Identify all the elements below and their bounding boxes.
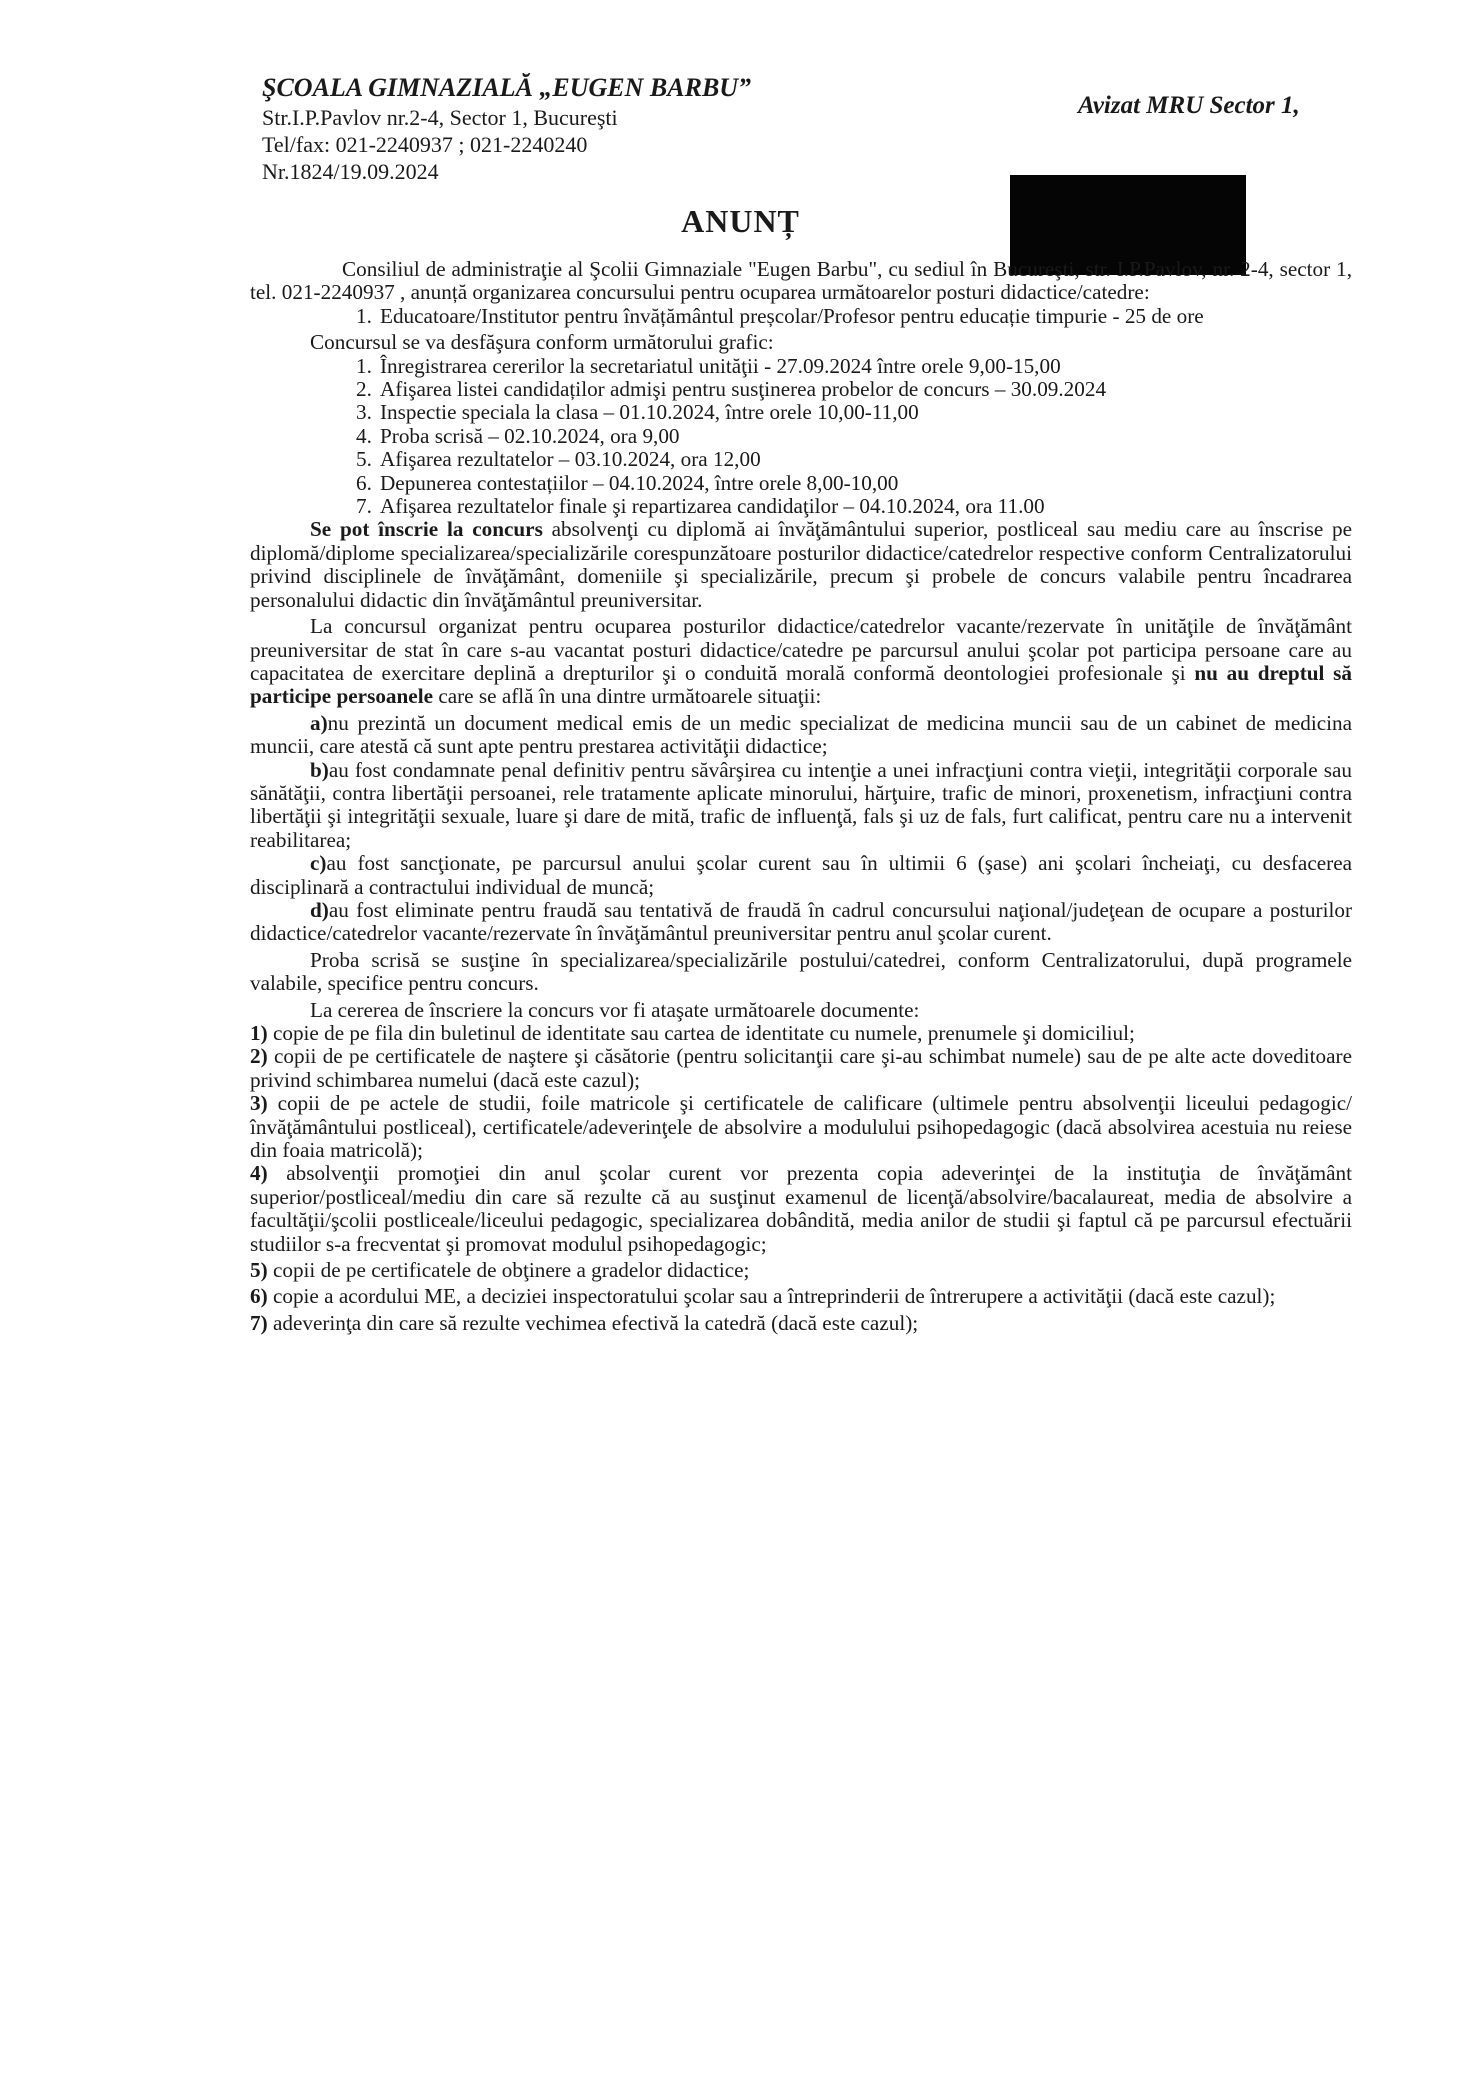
list-item: a)nu prezintă un document medical emis de un medic specializat de medicina muncii sau de un cabinet de medicina muncii, care atestă că sunt apte pentru prestarea activităţii didactice; bbox=[250, 710, 1352, 759]
list-item: 5. Afişarea rezultatelor – 03.10.2024, ora 12,00 bbox=[356, 447, 761, 472]
list-item: 4) absolvenţii promoţiei din anul şcolar curent vor prezenta copia adeverinţei de la instituţia de învăţământ superior/postliceal/mediu din care să rezulte că au susţinut examenul de licenţă/absolvire/bacalaureat, media de absolvire a facultăţii/şcolii postliceale/liceului pedagogic, specializarea dobândită, media anilor de studii şi faptul că pe parcursul efectuării studiilor s-a frecventat şi promovat modulul psihopedagogic; bbox=[250, 1161, 1353, 1256]
list-item: 4. Proba scrisă – 02.10.2024, ora 9,00 bbox=[356, 423, 680, 448]
list-item: 6) copie a acordului ME, a deciziei inspectoratului şcolar sau a întreprinderii de întrerupere a activităţii (dacă este cazul); bbox=[250, 1284, 1276, 1309]
list-item: d)au fost eliminate pentru fraudă sau tentativă de fraudă în cadrul concursului naţional/judeţean de ocupare a posturilor didactice/catedrelor vacante/rezervate în învăţământul preuniversitar pentru anul şcolar curent. bbox=[250, 897, 1352, 946]
letterhead bbox=[262, 72, 902, 185]
list-item: 1) copie de pe fila din buletinul de identitate sau cartea de identitate cu numele, prenumele şi domiciliul; bbox=[250, 1021, 1135, 1045]
list-item: 1. Educatoare/Institutor pentru învățământul preșcolar/Profesor pentru educație timpurie - 25 de ore bbox=[356, 303, 1204, 328]
list-item: 2. Afişarea listei candidaților admişi pentru susţinerea probelor de concurs – 30.09.2024 bbox=[356, 377, 1107, 402]
document-title: ANUNȚ bbox=[681, 203, 800, 239]
list-item: 7. Afişarea rezultatelor finale şi repartizarea candidaţilor – 04.10.2024, ora 11.00 bbox=[356, 494, 1045, 519]
list-item: 5) copii de pe certificatele de obţinere a gradelor didactice; bbox=[250, 1258, 750, 1283]
participation-paragraph: La concursul organizat pentru ocuparea posturilor didactice/catedrelor vacante/rezervate în unităţile de învăţământ preuniversitar de stat în care s-au vacantat posturi didactice/catedre pe parcursul anului şcolar pot participa persoane care au capacitatea de exercitare deplină a drepturilor şi o conduită morală conformă deontologiei profesionale şi nu au dreptul să participe persoanele care se află în una dintre următoarele situaţii: bbox=[250, 614, 1352, 709]
exclusion-situations bbox=[250, 712, 1352, 946]
list-item: b)au fost condamnate penal definitiv pentru săvârşirea cu intenţie a unei infracţiuni contra vieţii, integrităţii corporale sau sănătăţii, contra libertăţii persoanei, rele tratamente aplicate minorului, hărţuire, trafic de minori, proxenetism, infracţiuni contra libertăţii şi integrităţii sexuale, luare şi dare de mită, trafic de influenţă, fals şi uz de fals, furt calificat, pentru care nu a intervenit reabilitarea; bbox=[250, 757, 1352, 852]
school-address: Str.I.P.Pavlov nr.2-4, Sector 1, Bucureşti bbox=[262, 105, 618, 130]
list-item: 6. Depunerea contestațiilor – 04.10.2024, între orele 8,00-10,00 bbox=[356, 470, 899, 495]
written-exam-paragraph: Proba scrisă se susţine în specializarea/specializările postului/catedrei, conform Centralizatorului, după programele valabile, specifice pentru concurs. bbox=[250, 947, 1352, 996]
list-item: 3) copii de pe actele de studii, foile matricole şi certificatele de calificare (ultimele pentru absolvenţii liceului pedagogic/învăţământului postliceal), certificatele/adeverinţele de absolvire a modulului psihopedagogic (dacă absolvirea acestuia nu reiese din foaia matricolă); bbox=[250, 1091, 1352, 1163]
announcement-body bbox=[250, 258, 1352, 1335]
documents-intro: La cererea de înscriere la concurs vor fi ataşate următoarele documente: bbox=[310, 997, 920, 1022]
documents-list bbox=[250, 1022, 1352, 1335]
list-item: 3. Inspectie speciala la clasa – 01.10.2024, între orele 10,00-11,00 bbox=[356, 400, 919, 425]
schedule-list bbox=[250, 355, 1352, 519]
eligibility-paragraph: Se pot înscrie la concurs absolvenţi cu diplomă ai învăţământului superior, postliceal sau mediu care au înscrise pe diplomă/diplome specializarea/specializările corespunzătoare posturilor didactice/catedrelor respective conform Centralizatorului privind disciplinele de învăţământ, domeniile şi specializările, precum şi probele de concurs valabile pentru încadrarea personalului didactic din învăţământul preuniversitar. bbox=[250, 517, 1353, 612]
list-item: 1. Înregistrarea cererilor la secretariatul unităţii - 27.09.2024 între orele 9,00-15,00 bbox=[356, 353, 1061, 378]
list-item: c)au fost sancţionate, pe parcursul anului şcolar curent sau în ultimii 6 (şase) ani şcolari încheiaţi, cu desfacerea disciplinară a contractului individual de muncă; bbox=[250, 851, 1352, 899]
posts-list bbox=[250, 305, 1352, 328]
list-item: 2) copii de pe certificatele de naştere şi căsătorie (pentru solicitanţii care şi-au schimbat numele) sau de pe alte acte doveditoare privind schimbarea numelui (dacă este cazul); bbox=[250, 1044, 1352, 1092]
intro-paragraph: Consiliul de administraţie al Şcolii Gimnaziale "Eugen Barbu", cu sediul în Bucureşti, str. I.P.Pavlov, nr. 2-4, sector 1, tel. 021-2240937 , anunță organizarea concursului pentru ocuparea următoarelor posturi didactice/catedre: bbox=[250, 257, 1352, 305]
list-item: 7) adeverinţa din care să rezulte vechimea efectivă la catedră (dacă este cazul); bbox=[250, 1310, 919, 1335]
registration-number: Nr.1824/19.09.2024 bbox=[262, 159, 439, 184]
school-phone: Tel/fax: 021-2240937 ; 021-2240240 bbox=[262, 132, 588, 157]
schedule-intro: Concursul se va desfăşura conform următorului grafic: bbox=[310, 330, 774, 355]
approval-note: Avizat MRU Sector 1, bbox=[1078, 92, 1300, 119]
school-name: ŞCOALA GIMNAZIALĂ „EUGEN BARBU” bbox=[262, 73, 752, 102]
